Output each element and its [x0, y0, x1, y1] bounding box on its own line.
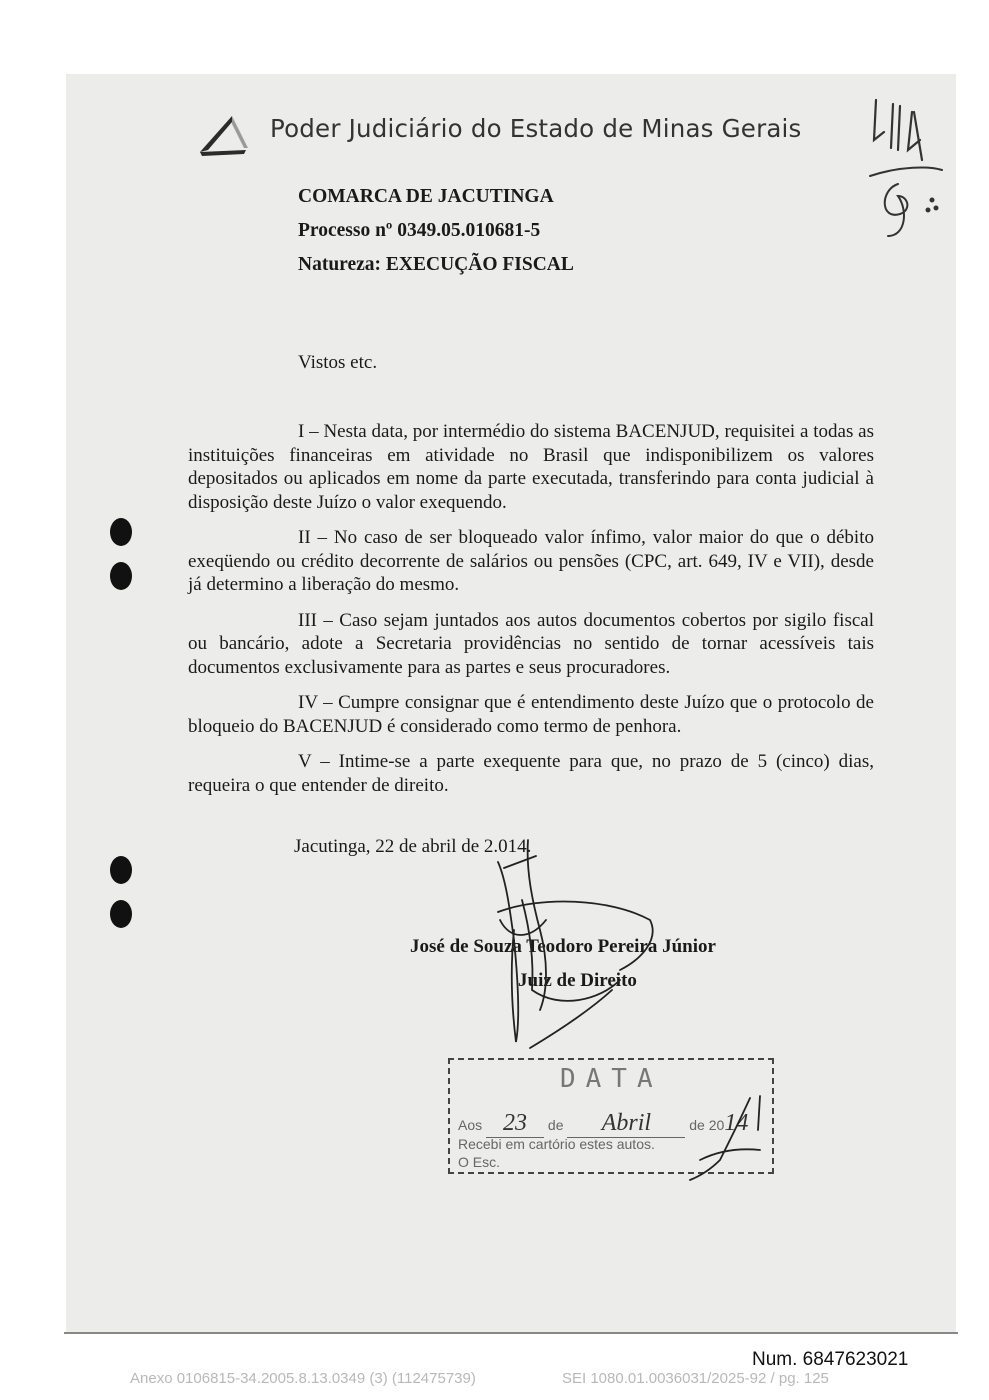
punch-hole — [110, 562, 132, 590]
case-nature: Natureza: EXECUÇÃO FISCAL — [298, 254, 574, 275]
stamp-month: Abril — [567, 1110, 685, 1138]
stamp-aos: Aos — [458, 1117, 483, 1133]
paragraph-5: V – Intime-se a parte exequente para que, no prazo de 5 (cinco) dias, requeira o que entender de direito. — [188, 751, 874, 796]
process-number: Processo nº 0349.05.010681-5 — [298, 220, 541, 241]
stamp-date-line — [458, 1110, 748, 1138]
comarca-heading: COMARCA DE JACUTINGA — [298, 186, 554, 207]
judge-role: Juiz de Direito — [518, 970, 637, 991]
paragraph-1: I – Nesta data, por intermédio do sistema BACENJUD, requisitei a todas as instituições financeiras em atividade no Brasil que indisponibilizem os valores depositados ou aplicados em nome da parte executada, transferindo para conta judicial à disposição deste Juízo o valor exequendo. — [188, 421, 874, 513]
paragraph-2: II – No caso de ser bloqueado valor ínfimo, valor maior do que o débito exeqüendo ou crédito decorrente de salários ou pensões (CPC, art. 649, IV e VII), desde já determino a liberação do mesmo. — [188, 527, 874, 595]
stamp-year: 14 — [724, 1110, 749, 1136]
paragraph-4: IV – Cumpre consignar que é entendimento deste Juízo que o protocolo de bloqueio do BACENJUD é considerado como termo de penhora. — [188, 692, 874, 737]
stamp-de: de — [547, 1117, 564, 1133]
stamp-day: 23 — [486, 1110, 544, 1138]
judge-name: José de Souza Teodoro Pereira Júnior — [410, 936, 716, 957]
receipt-stamp — [448, 1058, 774, 1174]
punch-hole — [110, 900, 132, 928]
opening-text: Vistos etc. — [298, 352, 378, 373]
institution-name: Poder Judiciário do Estado de Minas Gerais — [270, 114, 802, 143]
stamp-clerk-line: O Esc. — [458, 1154, 501, 1170]
annex-reference: Anexo 0106815-34.2005.8.13.0349 (3) (112475739) — [130, 1370, 476, 1387]
page-edge — [64, 1332, 958, 1334]
decision-body — [188, 420, 874, 809]
stamp-receipt-line: Recebi em cartório estes autos. — [458, 1136, 655, 1152]
tjmg-logo-icon — [198, 112, 258, 156]
stamp-title: DATA — [560, 1064, 663, 1094]
place-and-date: Jacutinga, 22 de abril de 2.014. — [294, 836, 532, 857]
sei-reference: SEI 1080.01.0036031/2025-92 / pg. 125 — [562, 1370, 829, 1387]
punch-hole — [110, 856, 132, 884]
stamp-year-prefix: de 20 — [689, 1117, 725, 1133]
paragraph-3: III – Caso sejam juntados aos autos documentos cobertos por sigilo fiscal ou bancário, adote a Secretaria providências no sentido de tornar acessíveis tais documentos exclusivamente para as partes e seus procuradores. — [188, 609, 874, 678]
punch-hole — [110, 518, 132, 546]
document-number: Num. 6847623021 — [752, 1349, 909, 1370]
